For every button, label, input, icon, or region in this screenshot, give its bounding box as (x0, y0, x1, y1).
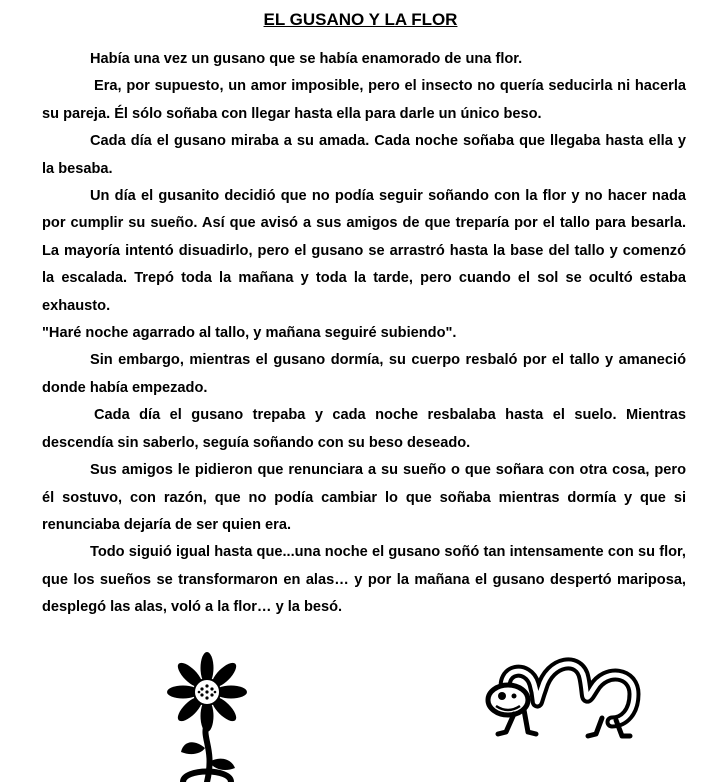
paragraph-6: Sin embargo, mientras el gusano dormía, su cuerpo resbaló por el tallo y amaneció donde había empezado. (42, 352, 686, 396)
paragraph-1: Había una vez un gusano que se había enamorado de una flor. (90, 51, 523, 67)
flower-icon (165, 652, 249, 782)
document-title: EL GUSANO Y LA FLOR (263, 10, 458, 29)
paragraph-8: Sus amigos le pidieron que renunciara a su sueño o que soñara con otra cosa, pero él sostuvo, con razón, que no podía cambiar lo que soñaba mientras dormía y que si renunciaba dejaría de ser quien era. (42, 462, 686, 533)
paragraph-9: Todo siguió igual hasta que...una noche el gusano soñó tan intensamente con su flor, que los sueños se transformaron en alas… y por la mañana el gusano despertó mariposa, desplegó las alas, voló a la flor… y la besó. (42, 544, 686, 616)
paragraph-2: Era, por supuesto, un amor imposible, pero el insecto no quería seducirla ni hacerla su pareja. Él sólo soñaba con llegar hasta ella para darle un único beso. (42, 78, 686, 122)
paragraph-3: Cada día el gusano miraba a su amada. Cada noche soñaba que llegaba hasta ella y la besaba. (42, 133, 686, 177)
paragraph-5: "Haré noche agarrado al tallo, y mañana seguiré subiendo". (42, 325, 457, 342)
story-body (42, 46, 686, 622)
worm-icon (484, 648, 644, 744)
paragraph-7: Cada día el gusano trepaba y cada noche resbalaba hasta el suelo. Mientras descendía sin saberlo, seguía soñando con su beso deseado. (42, 407, 686, 451)
paragraph-4: Un día el gusanito decidió que no podía seguir soñando con la flor y no hacer nada por cumplir su sueño. Así que avisó a sus amigos de que treparía por el tallo para besarla. La mayoría intentó disuadirlo, pero el gusano se arrastró hasta la base del tallo y comenzó la escalada. Trepó toda la mañana y toda la tarde, pero cuando el sol se ocultó estaba exhausto. (42, 188, 686, 314)
